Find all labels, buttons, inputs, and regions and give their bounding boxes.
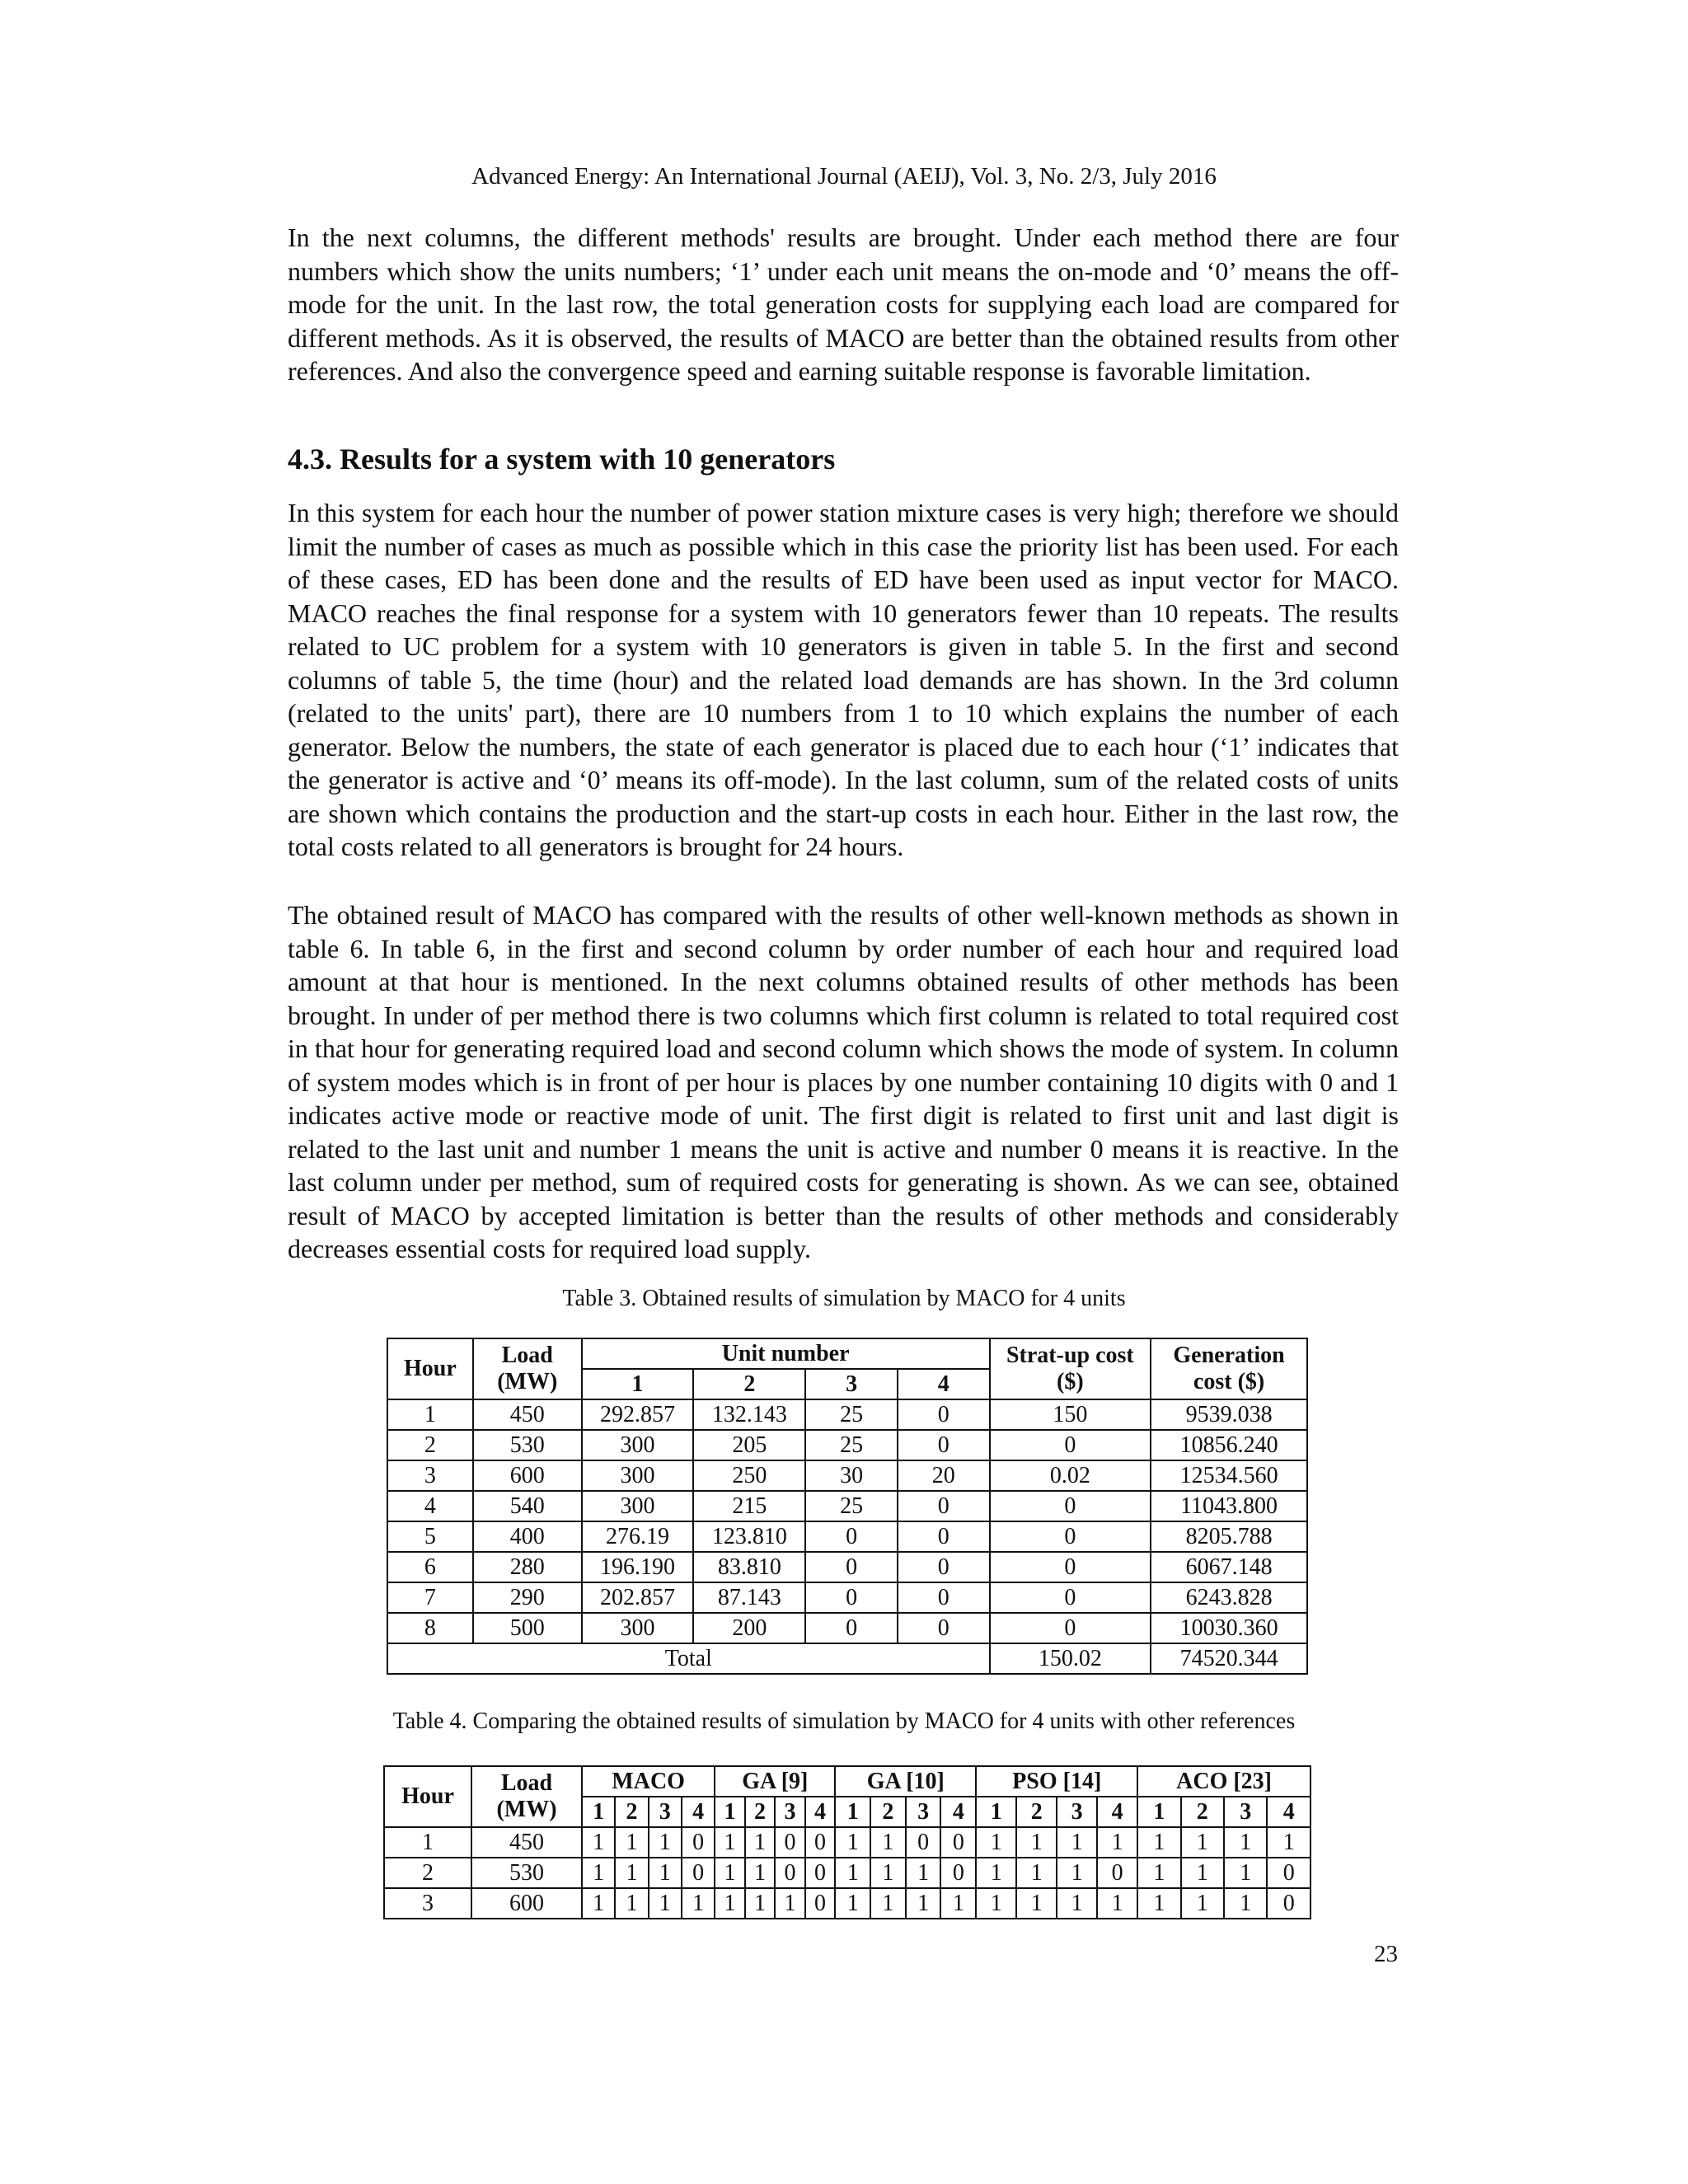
table-cell: 1: [745, 1888, 776, 1919]
table-3-caption: Table 3. Obtained results of simulation by MACO for 4 units: [562, 1286, 1126, 1311]
table-4-caption: Table 4. Comparing the obtained results of simulation by MACO for 4 units with other references: [392, 1708, 1296, 1734]
table-4-method-header-row: [384, 1766, 1311, 1797]
table-cell: 1: [615, 1858, 648, 1888]
table-cell: 530: [473, 1430, 582, 1460]
table-cell: 8205.788: [1151, 1521, 1307, 1552]
table-cell: 1: [1267, 1827, 1311, 1858]
table-cell: 530: [471, 1858, 582, 1888]
table-row: [387, 1491, 1307, 1521]
table-cell: 6: [387, 1552, 473, 1582]
table-cell: 300: [582, 1430, 694, 1460]
table-cell: 0: [898, 1430, 990, 1460]
table-cell: 280: [473, 1552, 582, 1582]
table-3-startup-header: Strat-up cost ($): [990, 1338, 1151, 1399]
table-cell: 3: [387, 1460, 473, 1491]
table-4-unit-header: 1: [976, 1797, 1016, 1827]
paragraph-2-text: In this system for each hour the number of power station mixture cases is very high; therefore we should limit the number of cases as much as possible which in this case the priority list has been used. For each of these cases, ED has been done and the results of ED have been used as input vector for MACO. MACO reaches the final response for a system with 10 generators fewer than 10 repeats. The results related to UC problem for a system with 10 generators is given in table 5. In the first and second columns of table 5, the time (hour) and the related load demands are has shown. In the 3rd column (related to the units' part), there are 10 numbers from 1 to 10 which explains the number of each generator. Below the numbers, the state of each generator is placed due to each hour (‘1’ indicates that the generator is active and ‘0’ means its off-mode). In the last column, sum of the related costs of units are shown which contains the production and the start-up costs in each hour. Either in the last row, the total costs related to all generators is brought for 24 hours.: [288, 498, 1399, 861]
table-cell: 0: [775, 1858, 805, 1888]
table-cell: 0: [906, 1827, 941, 1858]
table-4-unit-header: 4: [1097, 1797, 1137, 1827]
table-cell: 1: [1016, 1827, 1057, 1858]
table-row: [387, 1460, 1307, 1491]
table-cell: 4: [387, 1491, 473, 1521]
table-cell: 6067.148: [1151, 1552, 1307, 1582]
table-cell: 0: [775, 1827, 805, 1858]
table-cell: 1: [906, 1858, 941, 1888]
table-4-method-header: MACO: [582, 1766, 715, 1797]
table-cell: 1: [1137, 1858, 1180, 1888]
table-cell: 0: [940, 1858, 976, 1888]
table-4-unit-header: 1: [582, 1797, 615, 1827]
table-cell: 0: [898, 1399, 990, 1430]
table-3-unit-1-header: 1: [582, 1369, 694, 1399]
table-cell: 1: [649, 1858, 682, 1888]
table-row: [384, 1858, 1311, 1888]
table-cell: 600: [471, 1888, 582, 1919]
table-cell: 0: [805, 1582, 898, 1613]
table-4-unit-header: 2: [615, 1797, 648, 1827]
table-cell: 300: [582, 1613, 694, 1643]
table-cell: 12534.560: [1151, 1460, 1307, 1491]
table-cell: 1: [384, 1827, 471, 1858]
table-cell: 196.190: [582, 1552, 694, 1582]
table-4-unit-header: 2: [1016, 1797, 1057, 1827]
table-row: [387, 1613, 1307, 1643]
table-cell: 1: [582, 1858, 615, 1888]
table-4-unit-header: 1: [1137, 1797, 1180, 1827]
table-cell: 1: [745, 1858, 776, 1888]
table-cell: 1: [1057, 1858, 1097, 1888]
table-cell: 30: [805, 1460, 898, 1491]
table-4-unit-header: 2: [1181, 1797, 1224, 1827]
table-4-method-header: ACO [23]: [1137, 1766, 1311, 1797]
table-cell: 25: [805, 1399, 898, 1430]
table-cell: 1: [870, 1858, 906, 1888]
table-cell: 9539.038: [1151, 1399, 1307, 1430]
table-cell: 87.143: [693, 1582, 805, 1613]
table-cell: 2: [387, 1430, 473, 1460]
table-cell: 292.857: [582, 1399, 694, 1430]
table-cell: 1: [582, 1888, 615, 1919]
table-cell: 1: [976, 1888, 1016, 1919]
table-cell: 1: [976, 1858, 1016, 1888]
table-cell: 25: [805, 1491, 898, 1521]
table-cell: 1: [1057, 1888, 1097, 1919]
table-cell: 1: [906, 1888, 941, 1919]
table-cell: 500: [473, 1613, 582, 1643]
table-cell: 0: [1267, 1888, 1311, 1919]
table-cell: 0: [805, 1858, 836, 1888]
table-cell: 1: [870, 1827, 906, 1858]
table-cell: 0: [805, 1888, 836, 1919]
table-4-method-header: PSO [14]: [976, 1766, 1137, 1797]
table-cell: 1: [1016, 1888, 1057, 1919]
table-row: [384, 1827, 1311, 1858]
table-row: [387, 1552, 1307, 1582]
table-cell: 25: [805, 1430, 898, 1460]
table-cell: 10856.240: [1151, 1430, 1307, 1460]
table-cell: 1: [1057, 1827, 1097, 1858]
table-4-unit-header: 3: [649, 1797, 682, 1827]
table-cell: 0: [682, 1827, 715, 1858]
paragraph-1: [288, 221, 1399, 388]
table-cell: 300: [582, 1460, 694, 1491]
table-3-hour-header: Hour: [387, 1338, 473, 1399]
table-4-unit-header: 1: [835, 1797, 870, 1827]
table-cell: 450: [471, 1827, 582, 1858]
table-cell: 150: [990, 1399, 1151, 1430]
section-heading: 4.3. Results for a system with 10 generators: [288, 443, 836, 476]
table-cell: 1: [1224, 1858, 1267, 1888]
table-cell: 1: [387, 1399, 473, 1430]
table-cell: 0: [682, 1858, 715, 1888]
table-cell: 1: [615, 1827, 648, 1858]
table-row: [384, 1888, 1311, 1919]
table-cell: 202.857: [582, 1582, 694, 1613]
table-cell: 3: [384, 1888, 471, 1919]
table-cell: 1: [775, 1888, 805, 1919]
table-cell: 0: [805, 1521, 898, 1552]
table-cell: 1: [715, 1858, 745, 1888]
table-cell: 6243.828: [1151, 1582, 1307, 1613]
table-cell: 1: [835, 1827, 870, 1858]
table-row: [387, 1399, 1307, 1430]
table-cell: 1: [1137, 1888, 1180, 1919]
table-cell: 0: [805, 1552, 898, 1582]
table-cell: 11043.800: [1151, 1491, 1307, 1521]
table-cell: 123.810: [693, 1521, 805, 1552]
table-cell: 0: [1267, 1858, 1311, 1888]
table-4-unit-header: 3: [775, 1797, 805, 1827]
table-cell: 1: [1224, 1888, 1267, 1919]
table-cell: 1: [1137, 1827, 1180, 1858]
table-cell: 1: [1181, 1888, 1224, 1919]
table-row: [387, 1430, 1307, 1460]
table-3-unit-number-header: Unit number: [582, 1338, 990, 1369]
table-cell: 1: [1181, 1858, 1224, 1888]
table-cell: 0: [898, 1552, 990, 1582]
table-3-body: [387, 1399, 1307, 1643]
table-cell: 0: [990, 1521, 1151, 1552]
table-row: [387, 1521, 1307, 1552]
table-cell: 1: [1181, 1827, 1224, 1858]
table-3-total-row: [387, 1643, 1307, 1674]
table-cell: 1: [1097, 1827, 1137, 1858]
table-4-unit-header: 4: [940, 1797, 976, 1827]
table-4-unit-header: 3: [1224, 1797, 1267, 1827]
table-3-unit-4-header: 4: [898, 1369, 990, 1399]
table-cell: 0: [990, 1552, 1151, 1582]
table-cell: 400: [473, 1521, 582, 1552]
table-cell: 0: [1097, 1858, 1137, 1888]
table-cell: 0: [805, 1613, 898, 1643]
table-cell: 276.19: [582, 1521, 694, 1552]
table-cell: 0.02: [990, 1460, 1151, 1491]
table-cell: 1: [940, 1888, 976, 1919]
table-4-unit-header: 2: [870, 1797, 906, 1827]
table-4: [383, 1765, 1311, 1919]
table-cell: 0: [990, 1613, 1151, 1643]
table-cell: 290: [473, 1582, 582, 1613]
table-cell: 1: [715, 1827, 745, 1858]
table-cell: 600: [473, 1460, 582, 1491]
table-3-total-startup: 150.02: [990, 1643, 1151, 1674]
table-cell: 1: [976, 1827, 1016, 1858]
table-cell: 20: [898, 1460, 990, 1491]
table-3-total-label: Total: [387, 1643, 990, 1674]
table-cell: 0: [990, 1491, 1151, 1521]
table-cell: 0: [898, 1582, 990, 1613]
table-cell: 215: [693, 1491, 805, 1521]
table-cell: 5: [387, 1521, 473, 1552]
table-cell: 7: [387, 1582, 473, 1613]
table-4-head: [384, 1766, 1311, 1827]
table-cell: 540: [473, 1491, 582, 1521]
table-3-load-header: Load (MW): [473, 1338, 582, 1399]
table-cell: 0: [940, 1827, 976, 1858]
table-cell: 1: [1224, 1827, 1267, 1858]
table-4-load-header: Load (MW): [471, 1766, 582, 1827]
paragraph-2: [288, 496, 1399, 864]
table-4-unit-header: 4: [682, 1797, 715, 1827]
table-cell: 1: [835, 1888, 870, 1919]
table-cell: 0: [898, 1613, 990, 1643]
table-cell: 200: [693, 1613, 805, 1643]
table-cell: 205: [693, 1430, 805, 1460]
table-cell: 1: [1097, 1888, 1137, 1919]
table-4-unit-header: 1: [715, 1797, 745, 1827]
table-3-unit-3-header: 3: [805, 1369, 898, 1399]
table-cell: 2: [384, 1858, 471, 1888]
table-cell: 132.143: [693, 1399, 805, 1430]
table-3-generation-header: Generation cost ($): [1151, 1338, 1307, 1399]
table-cell: 1: [615, 1888, 648, 1919]
table-4-method-header: GA [10]: [835, 1766, 976, 1797]
table-4-body: [384, 1827, 1311, 1919]
paragraph-1-text: In the next columns, the different methods' results are brought. Under each method there are four numbers which show the units numbers; ‘1’ under each unit means the on-mode and ‘0’ means the off-mode for the unit. In the last row, the total generation costs for supplying each load are compared for different methods. As it is observed, the results of MACO are better than the obtained results from other references. And also the convergence speed and earning suitable response is favorable limitation.: [288, 223, 1399, 386]
table-cell: 0: [990, 1430, 1151, 1460]
journal-header: Advanced Energy: An International Journal (AEIJ), Vol. 3, No. 2/3, July 2016: [471, 163, 1217, 190]
table-cell: 1: [582, 1827, 615, 1858]
table-row: [387, 1582, 1307, 1613]
table-3-header-row: [387, 1338, 1307, 1369]
table-cell: 300: [582, 1491, 694, 1521]
table-3: [387, 1338, 1308, 1675]
table-4-unit-header: 4: [805, 1797, 836, 1827]
table-3-unit-2-header: 2: [693, 1369, 805, 1399]
table-cell: 1: [649, 1888, 682, 1919]
table-4-hour-header: Hour: [384, 1766, 471, 1827]
table-cell: 0: [990, 1582, 1151, 1613]
table-cell: 0: [898, 1491, 990, 1521]
table-4-unit-header: 3: [1057, 1797, 1097, 1827]
table-cell: 0: [805, 1827, 836, 1858]
table-4-unit-header: 4: [1267, 1797, 1311, 1827]
table-cell: 450: [473, 1399, 582, 1430]
table-cell: 0: [898, 1521, 990, 1552]
paragraph-3-text: The obtained result of MACO has compared with the results of other well-known methods as shown in table 6. In table 6, in the first and second column by order number of each hour and required load amount at that hour is mentioned. In the next columns obtained results of other methods has been brought. In under of per method there is two columns which first column is related to total required cost in that hour for generating required load and second column which shows the mode of system. In column of system modes which is in front of per hour is places by one number containing 10 digits with 0 and 1 indicates active mode or reactive mode of unit. The first digit is related to first unit and last digit is related to the last unit and number 1 means the unit is active and number 0 means it is reactive. In the last column under per method, sum of required costs for generating is shown. As we can see, obtained result of MACO by accepted limitation is better than the results of other methods and considerably decreases essential costs for required load supply.: [288, 900, 1399, 1263]
paragraph-3: [288, 898, 1399, 1266]
table-4-unit-header: 2: [745, 1797, 776, 1827]
table-cell: 250: [693, 1460, 805, 1491]
table-cell: 8: [387, 1613, 473, 1643]
table-cell: 83.810: [693, 1552, 805, 1582]
table-cell: 1: [745, 1827, 776, 1858]
table-cell: 1: [1016, 1858, 1057, 1888]
table-cell: 1: [835, 1858, 870, 1888]
page-number: 23: [1374, 1941, 1398, 1967]
table-cell: 1: [870, 1888, 906, 1919]
table-cell: 1: [682, 1888, 715, 1919]
table-cell: 10030.360: [1151, 1613, 1307, 1643]
table-3-total-generation: 74520.344: [1151, 1643, 1307, 1674]
table-cell: 1: [715, 1888, 745, 1919]
table-cell: 1: [649, 1827, 682, 1858]
table-4-unit-header: 3: [906, 1797, 941, 1827]
table-4-method-header: GA [9]: [715, 1766, 835, 1797]
